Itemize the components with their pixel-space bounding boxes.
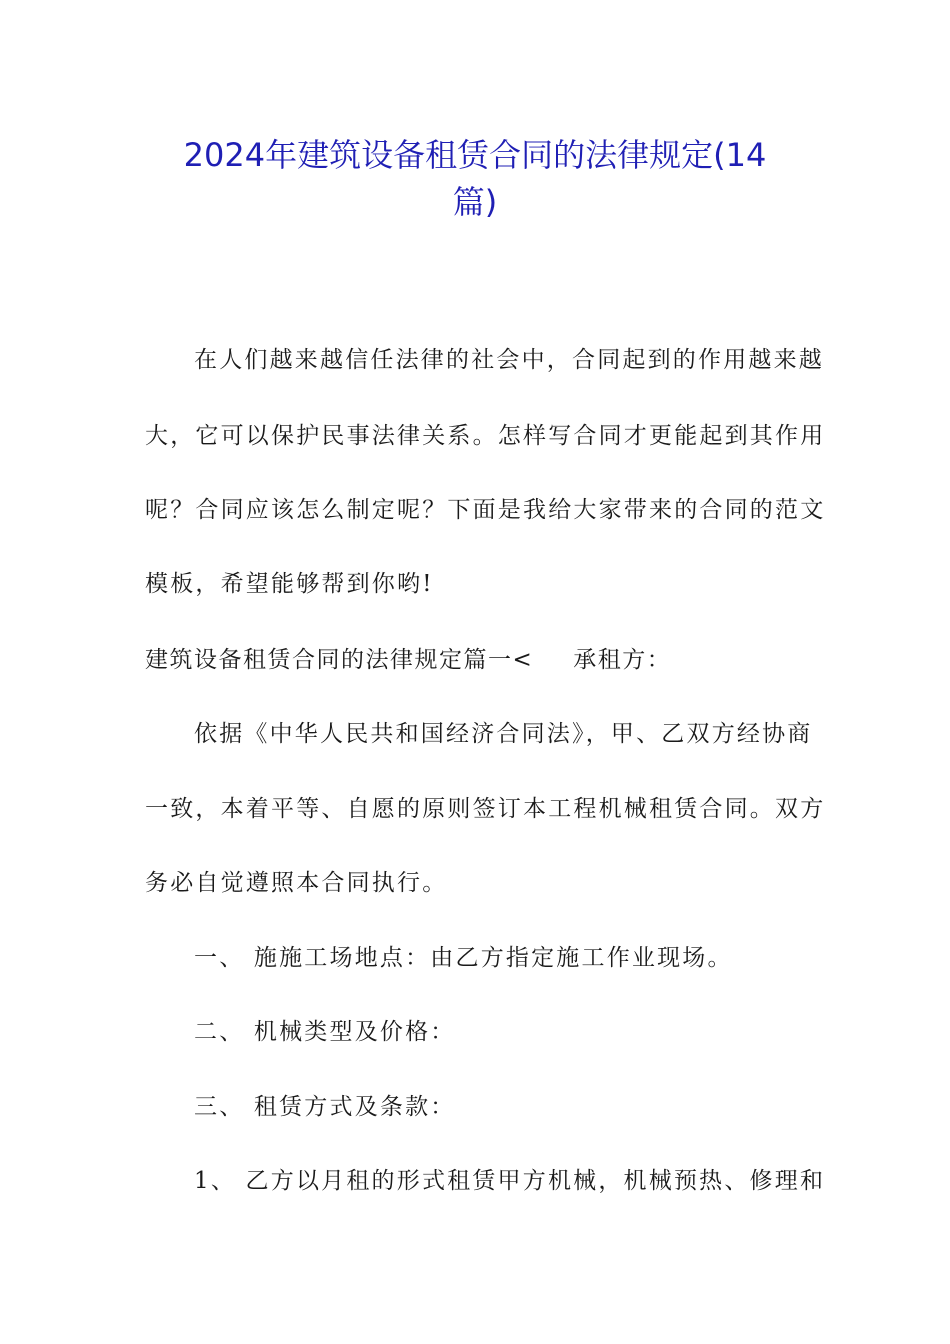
basis-paragraph-line-3: 务必自觉遵照本合同执行。	[145, 870, 448, 896]
intro-paragraph-line-4: 模板，希望能够帮到你哟!	[145, 571, 434, 597]
clause-1: 一、 施施工场地点：由乙方指定施工作业现场。	[194, 945, 733, 971]
intro-paragraph-line-1: 在人们越来越信任法律的社会中，合同起到的作用越来越	[194, 347, 824, 373]
document-title-line-1: 2024年建筑设备租赁合同的法律规定(14	[183, 136, 767, 174]
intro-paragraph-line-3: 呢？合同应该怎么制定呢？下面是我给大家带来的合同的范文	[145, 497, 826, 523]
intro-paragraph-line-2: 大，它可以保护民事法律关系。怎样写合同才更能起到其作用	[145, 423, 826, 449]
section-party-label: 承租方：	[573, 647, 672, 673]
clause-item-1: 1、 乙方以月租的形式租赁甲方机械，机械预热、修理和	[194, 1168, 826, 1194]
basis-paragraph-line-2: 一致，本着平等、自愿的原则签订本工程机械租赁合同。双方	[145, 796, 826, 822]
basis-paragraph-line-1: 依据《中华人民共和国经济合同法》，甲、乙双方经协商	[194, 721, 813, 747]
section-heading-text: 建筑设备租赁合同的法律规定篇一<	[145, 647, 534, 673]
clause-3: 三、 租赁方式及条款：	[194, 1094, 456, 1120]
clause-2: 二、 机械类型及价格：	[194, 1019, 456, 1045]
document-title-line-2: 篇)	[452, 183, 498, 221]
section-heading	[145, 644, 671, 676]
